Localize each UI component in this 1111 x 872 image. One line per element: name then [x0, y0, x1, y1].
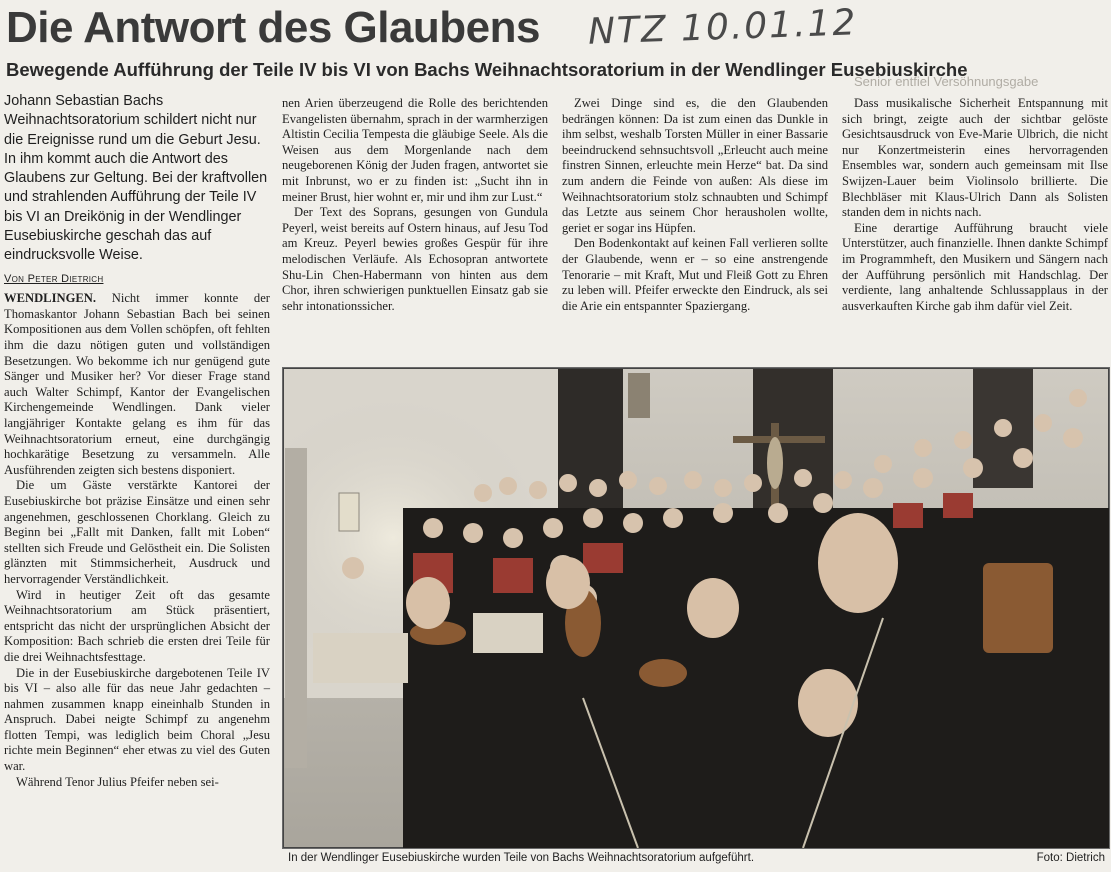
photo-caption: In der Wendlinger Eusebiuskirche wurden Teile von Bachs Weihnachtsoratorium aufgeführt.: [288, 852, 755, 864]
concert-photo: [282, 367, 1110, 849]
subheadline: Bewegende Aufführung der Teile IV bis VI von Bachs Weihnachtsoratorium in der Wendlinger Eusebiuskirche: [6, 59, 968, 80]
dateline: WENDLINGEN.: [4, 291, 97, 306]
article-column-4: [842, 96, 1108, 314]
photo-credit: Foto: Dietrich: [1036, 852, 1105, 864]
body-paragraph: Die um Gäste verstärkte Kantorei der Eusebiuskirche bot präzise Einsätze und einen sehr angenehmen, geschlossenen Chorklang. Gleich zu Beginn bei „Fallt mit Danken, fallt mit Loben“ stellten sich Freude und Gelöstheit ein. Die Solisten glänzten mit Stimmsicherheit, Ausdruck und hervorragender Verständlichkeit.: [4, 478, 270, 586]
body-paragraph: Wird in heutiger Zeit oft das gesamte Weihnachtsoratorium am Stück präsentiert, entspricht das nicht der ursprünglichen Absicht der Komposition: Bach schrieb die ersten drei Teile für die drei Weihnachtsfesttage.: [4, 587, 270, 664]
body-paragraph: Die in der Eusebiuskirche dargebotenen Teile IV bis VI – also alle für das neue Jahr gedachten – nahmen zusammen knapp eineinhalb Stunden in Anspruch. Dabei neigte Schimpf zu angenehm flotten Tempi, was lediglich beim Choral „Jesu richte mein Beginnen“ eher etwas zu viel des Guten war.: [4, 665, 270, 774]
body-paragraph: Dass musikalische Sicherheit Entspannung mit sich bringt, zeigte auch der sichtbar gelöste Gesichtsausdruck von Eve-Marie Ulbrich, die nicht nur Konzertmeisterin eines hervorragenden Ensembles war, sondern auch gemeinsam mit Ilse Swijzen-Lauer beim Violinsolo brillierte. Die Blechbläser mit Klaus-Ulrich Dann als Solisten standen dem in nichts nach.: [842, 96, 1108, 220]
byline: Von Peter Dietrich: [4, 272, 104, 285]
lead-text: Johann Sebastian Bachs Weihnachtsoratorium schildert nicht nur die Ereignisse rund um die Geburt Jesu. In ihm kommt auch die Antwort des Glaubens zur Geltung. Bei der kraftvollen und strahlenden Aufführung der Teile IV bis VI an Dreikönig in der Wendlinger Eusebiuskirche geschah das auf eindrucksvolle Weise.: [4, 93, 268, 264]
headline: Die Antwort des Glaubens: [6, 3, 541, 52]
lead-paragraph: [4, 92, 270, 266]
article-column-2: [282, 96, 548, 314]
bleed-through-text: Senior entfiel Versöhnungsgabe: [854, 74, 1039, 89]
article-column-1: [4, 92, 270, 790]
body-paragraph: Den Bodenkontakt auf keinen Fall verlieren sollte der Glaubende, wenn er – so eine anstrengende Tenorarie – mit Kraft, Mut und Fleiß Gott zu Ehren zu leben will. Pfeifer erweckte den Eindruck, als sei die Arie ein entspannter Spaziergang.: [562, 236, 828, 313]
concert-photo-illustration: [283, 368, 1109, 848]
handwritten-date-note: NTZ 10.01.12: [587, 2, 858, 53]
body-paragraph: Der Text des Soprans, gesungen von Gundula Peyerl, weist bereits auf Ostern hinaus, auf Jesu Tod am Kreuz. Peyerl bewies großes Gespür für ihre melodischen Verläufe. Als Echosopran antwortete Shu-Lin Chen-Habermann von hinten aus dem Chor, ihren schwierigen punktuellen Einsatz gab sie sehr intonationssicher.: [282, 205, 548, 313]
body-paragraph: [4, 291, 270, 478]
body-paragraph: Zwei Dinge sind es, die den Glaubenden bedrängen können: Da ist zum einen das Dunkle in ihm selbst, weshalb Torsten Müller in einer Bassarie beeindruckend sehnsuchtsvoll „Erleucht auch meine finstren Sinnen, erleuchte mein Herze“ bat. Da sind zum andern die Feinde von außen: Als diese im Weihnachtsoratorium stolz schnaubten und Schimpf das Letzte aus seinem Chor herausholen wollte, geriet er sogar ins Hüpfen.: [562, 96, 828, 235]
body-paragraph: Eine derartige Aufführung braucht viele Unterstützer, auch finanzielle. Ihnen dankte Schimpf im Programmheft, den Musikern und Sängern nach der Aufführung persönlich mit Handschlag. Der verdiente, lang anhaltende Schlussapplaus in der ausverkauften Kirche gab ihm dafür viel Zeit.: [842, 220, 1108, 313]
paragraph-text: Nicht immer konnte der Thomaskantor Johann Sebastian Bach bei seinen Kompositionen aus dem Vollen schöpfen, oft fehlten ihm die dazu nötigen guten und vollständigen Besetzungen. Wo bekomme ich nur genügend gute Sänger und Musiker her? Vor dieser Frage stand auch Walter Schimpf, Kantor der Evangelischen Kirchengemeinde Wendlingen. Dank vieler langjähriger Kontakte gelang es ihm für das Weihnachtsoratorium erneut, eine durchgängig hochkarätige Besetzung zu versammeln. Alle Ausführenden zeigten sich bestens disponiert.: [4, 291, 270, 477]
body-paragraph: nen Arien überzeugend die Rolle des berichtenden Evangelisten übernahm, sprach in der warmherzigen Altistin Cecilia Tempesta die gläubige Seele. Als die Weisen aus dem Morgenlande nach dem neugeborenen König der Juden fragen, antwortet sie mit Inbrunst, wo er zu finden ist: „Sucht ihn in meiner Brust, hier wohnt er, mir und ihm zur Lust.“: [282, 96, 548, 204]
article-column-3: [562, 96, 828, 314]
body-paragraph: Während Tenor Julius Pfeifer neben sei-: [16, 774, 219, 789]
